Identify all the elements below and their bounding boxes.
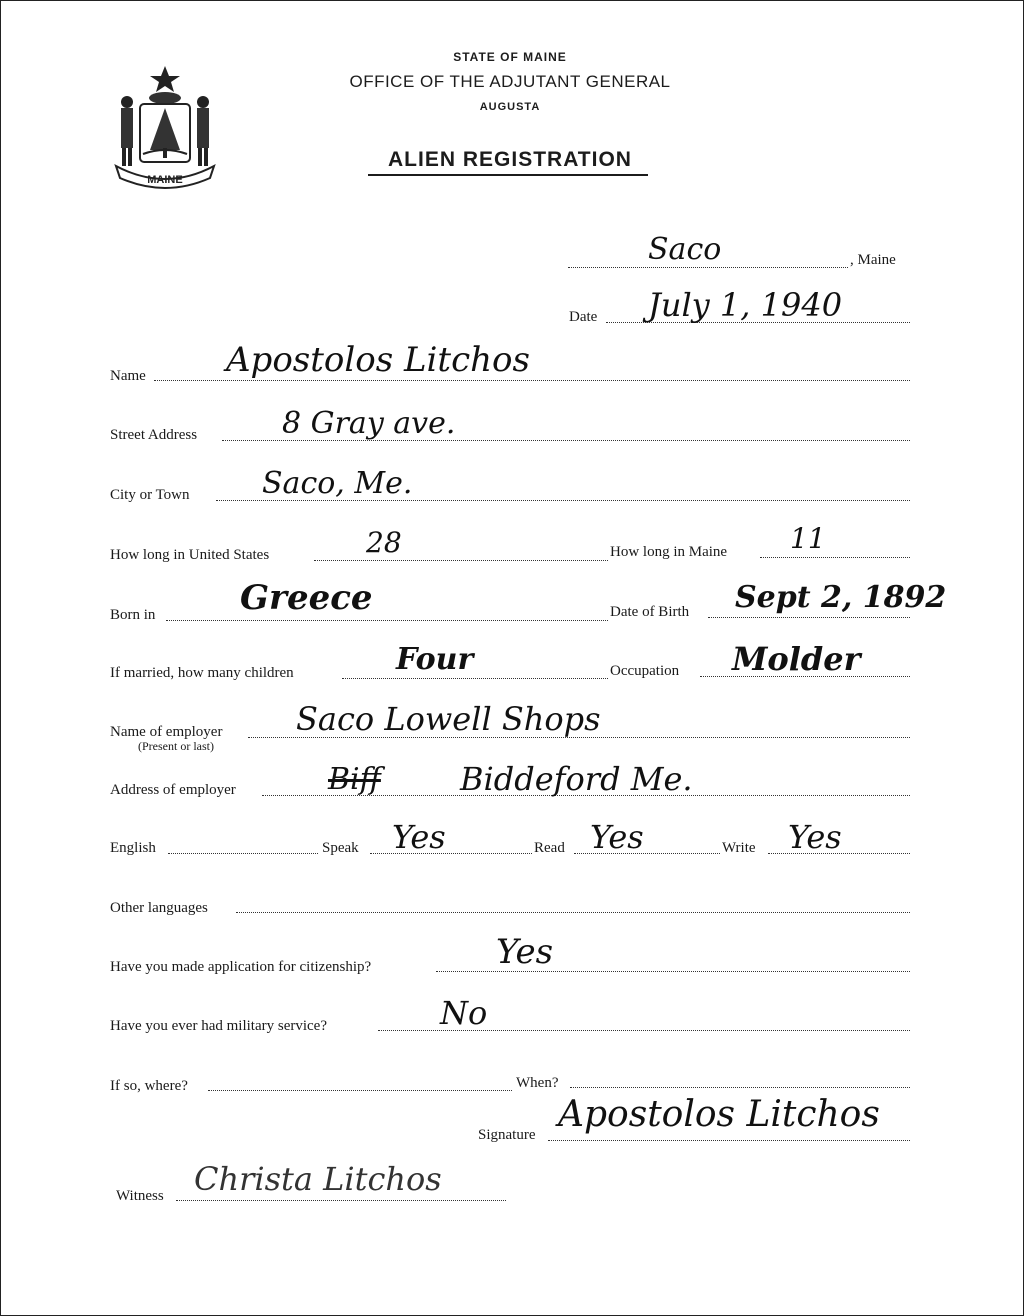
citizenship-label: Have you made application for citizenship? bbox=[110, 959, 372, 975]
witness-line bbox=[176, 1200, 506, 1201]
how-long-me-label: How long in Maine bbox=[610, 544, 728, 560]
signature-value[interactable]: Apostolos Litchos bbox=[558, 1094, 880, 1135]
military-value[interactable]: No bbox=[440, 994, 488, 1032]
city-label: City or Town bbox=[110, 487, 190, 503]
name-value[interactable]: Apostolos Litchos bbox=[226, 340, 530, 380]
when-label: When? bbox=[516, 1075, 559, 1091]
city-value[interactable]: Saco, Me. bbox=[262, 466, 413, 501]
other-languages-line bbox=[236, 912, 910, 913]
born-in-line bbox=[166, 620, 608, 621]
dob-value[interactable]: Sept 2, 1892 bbox=[735, 580, 947, 615]
where-label: If so, where? bbox=[110, 1078, 188, 1094]
seal-banner-text: MAINE bbox=[147, 174, 183, 186]
military-label: Have you ever had military service? bbox=[110, 1018, 327, 1034]
how-long-me-value[interactable]: 11 bbox=[790, 522, 826, 555]
employer-address-label: Address of employer bbox=[110, 782, 236, 798]
citizenship-value[interactable]: Yes bbox=[496, 932, 554, 972]
dob-line bbox=[708, 617, 910, 618]
street-label: Street Address bbox=[110, 427, 198, 443]
occupation-label: Occupation bbox=[610, 663, 680, 679]
children-label: If married, how many children bbox=[110, 665, 294, 681]
street-value[interactable]: 8 Gray ave. bbox=[282, 406, 456, 441]
read-label: Read bbox=[534, 840, 565, 856]
maine-state-seal bbox=[110, 62, 220, 192]
header-office: OFFICE OF THE ADJUTANT GENERAL bbox=[349, 72, 671, 91]
when-line bbox=[570, 1087, 910, 1088]
where-line bbox=[208, 1090, 512, 1091]
read-value[interactable]: Yes bbox=[590, 818, 644, 856]
employer-address-struck: Biff bbox=[328, 762, 381, 797]
english-label: English bbox=[110, 840, 156, 856]
born-in-value[interactable]: Greece bbox=[240, 578, 373, 618]
how-long-us-label: How long in United States bbox=[110, 547, 270, 563]
witness-label: Witness bbox=[116, 1188, 164, 1204]
header-city: AUGUSTA bbox=[479, 101, 541, 113]
employer-address-value[interactable]: Biddeford Me. bbox=[460, 760, 693, 798]
title-underline bbox=[368, 174, 648, 176]
signature-line bbox=[548, 1140, 910, 1141]
form-title: ALIEN REGISTRATION bbox=[388, 148, 632, 171]
english-line bbox=[168, 853, 318, 854]
witness-value[interactable]: Christa Litchos bbox=[194, 1160, 442, 1198]
how-long-us-value[interactable]: 28 bbox=[366, 526, 402, 559]
name-label: Name bbox=[110, 368, 146, 384]
employer-label: Name of employer bbox=[110, 724, 223, 740]
employer-note: (Present or last) bbox=[138, 739, 214, 753]
children-line bbox=[342, 678, 608, 679]
write-label: Write bbox=[722, 840, 756, 856]
dob-label: Date of Birth bbox=[610, 604, 690, 620]
date-label: Date bbox=[569, 309, 598, 325]
how-long-me-line bbox=[760, 557, 910, 558]
write-value[interactable]: Yes bbox=[788, 818, 842, 856]
date-value[interactable]: July 1, 1940 bbox=[648, 286, 843, 324]
speak-value[interactable]: Yes bbox=[392, 818, 446, 856]
born-in-label: Born in bbox=[110, 607, 156, 623]
signature-label: Signature bbox=[478, 1127, 536, 1143]
town-line bbox=[568, 267, 848, 268]
occupation-value[interactable]: Molder bbox=[732, 640, 861, 678]
name-line bbox=[154, 380, 910, 381]
children-value[interactable]: Four bbox=[396, 642, 474, 677]
header-state: STATE OF MAINE bbox=[453, 50, 567, 64]
how-long-us-line bbox=[314, 560, 608, 561]
speak-label: Speak bbox=[322, 840, 359, 856]
town-value[interactable]: Saco bbox=[648, 232, 722, 267]
maine-label: , Maine bbox=[850, 252, 896, 268]
other-languages-label: Other languages bbox=[110, 900, 208, 916]
employer-value[interactable]: Saco Lowell Shops bbox=[296, 700, 601, 738]
